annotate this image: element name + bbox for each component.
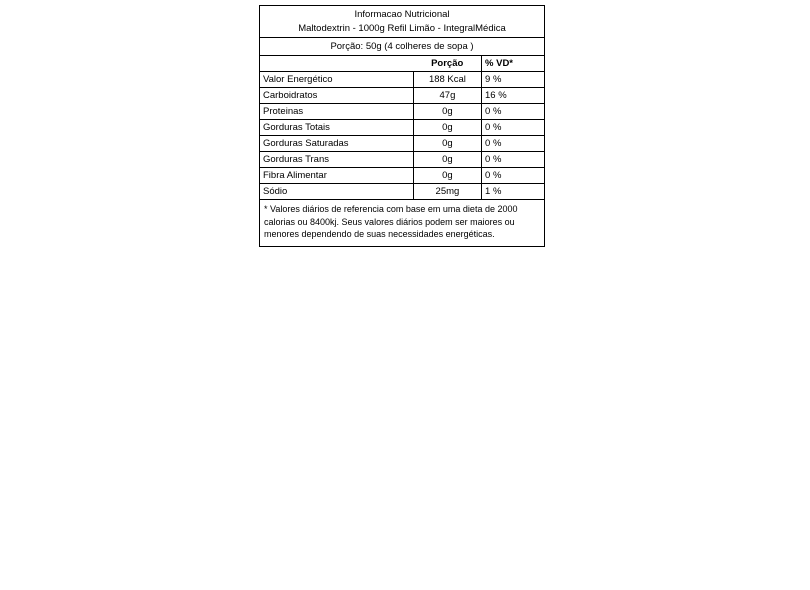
nutrient-name: Valor Energético	[260, 72, 413, 88]
nutrient-portion: 0g	[413, 120, 481, 136]
nutrient-name: Fibra Alimentar	[260, 168, 413, 184]
nutrient-name: Gorduras Totais	[260, 120, 413, 136]
nutrient-portion: 0g	[413, 136, 481, 152]
table-body	[260, 72, 544, 200]
table-row	[260, 72, 544, 88]
nutrition-table	[260, 56, 544, 200]
table-header	[260, 56, 544, 72]
nutrient-daily-value: 0 %	[485, 122, 502, 133]
table-row	[260, 184, 544, 200]
nutrient-portion: 188 Kcal	[413, 72, 481, 88]
panel-title: Informacao Nutricional	[354, 9, 450, 20]
nutrition-facts-panel	[259, 5, 545, 247]
header-nutrient	[260, 56, 413, 72]
table-row	[260, 104, 544, 120]
table-row	[260, 168, 544, 184]
product-name: Maltodextrin - 1000g Refil Limão - IntegralMédica	[260, 22, 544, 38]
nutrient-daily-value: 0 %	[485, 154, 502, 165]
nutrient-portion: 0g	[413, 152, 481, 168]
nutrient-daily-value: 0 %	[485, 170, 502, 181]
nutrient-name: Gorduras Saturadas	[260, 136, 413, 152]
nutrient-name: Gorduras Trans	[260, 152, 413, 168]
nutrient-daily-value: 16 %	[485, 90, 507, 101]
nutrient-name: Carboidratos	[260, 88, 413, 104]
table-row	[260, 88, 544, 104]
nutrient-portion: 0g	[413, 104, 481, 120]
nutrient-portion: 47g	[413, 88, 481, 104]
serving-size: Porção: 50g (4 colheres de sopa )	[260, 38, 544, 56]
table-row	[260, 152, 544, 168]
nutrient-portion: 25mg	[413, 184, 481, 200]
nutrient-daily-value: 9 %	[485, 74, 502, 85]
table-row	[260, 120, 544, 136]
nutrient-daily-value: 0 %	[485, 138, 502, 149]
nutrient-name: Proteinas	[260, 104, 413, 120]
header-daily-value: % VD*	[485, 58, 513, 69]
nutrient-portion: 0g	[413, 168, 481, 184]
nutrient-daily-value: 0 %	[485, 106, 502, 117]
table-header-row	[260, 56, 544, 72]
table-row	[260, 136, 544, 152]
nutrient-daily-value: 1 %	[485, 186, 502, 197]
daily-value-footnote: * Valores diários de referencia com base em uma dieta de 2000 calorias ou 8400kj. Seus valores diários podem ser maiores ou menores dependendo de suas necessidades energéticas.	[264, 204, 518, 239]
nutrient-name: Sódio	[260, 184, 413, 200]
header-portion: Porção	[413, 56, 481, 72]
